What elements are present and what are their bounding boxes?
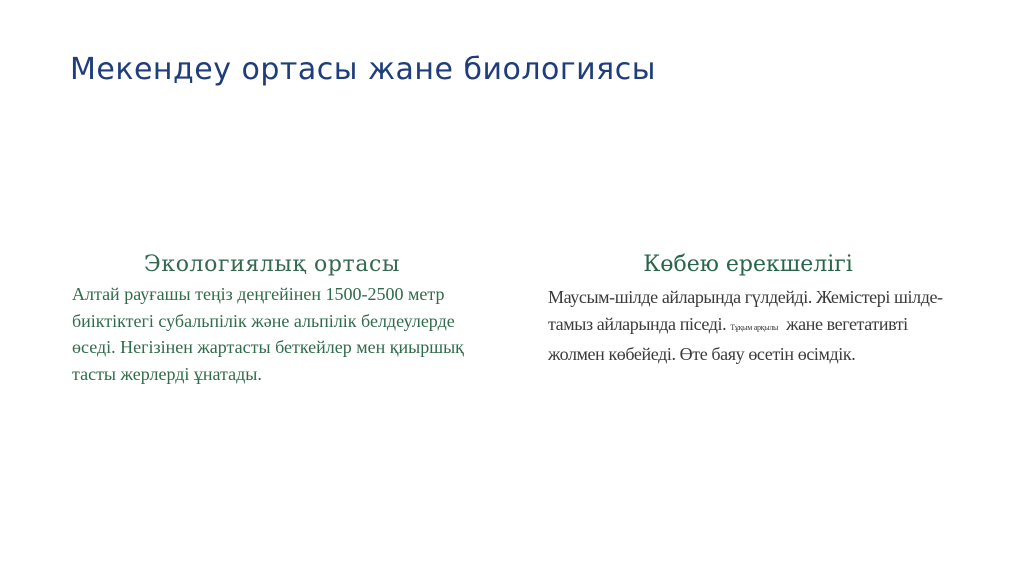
reproduction-heading: Көбею ерекшелігі (643, 252, 853, 277)
ecology-text: Алтай рауғашы теңіз деңгейінен 1500-2500 метр биіктіктегі субальпілік және альпілік белдеулерде өседі. Негізінен жартасты беткейлер мен қиыршық тасты жерлерді ұнатады. (72, 284, 464, 384)
reproduction-text (548, 284, 948, 368)
reproduction-column (548, 252, 948, 368)
reproduction-text-small: Тұқым арқылы (730, 322, 779, 332)
ecology-heading: Экологиялық ортасы (143, 252, 401, 277)
reproduction-text-part1: Маусым-шілде айларында гүлдейді. Жемістері шілде- тамыз айларында піседі. (548, 287, 943, 334)
slide-title: Мекендеу ортасы жане биологиясы (70, 52, 656, 87)
reproduction-text-part2: жане вегетативті жолмен көбейеді. Өте баяу өсетін өсімдік. (548, 313, 908, 364)
ecology-column (72, 252, 472, 387)
